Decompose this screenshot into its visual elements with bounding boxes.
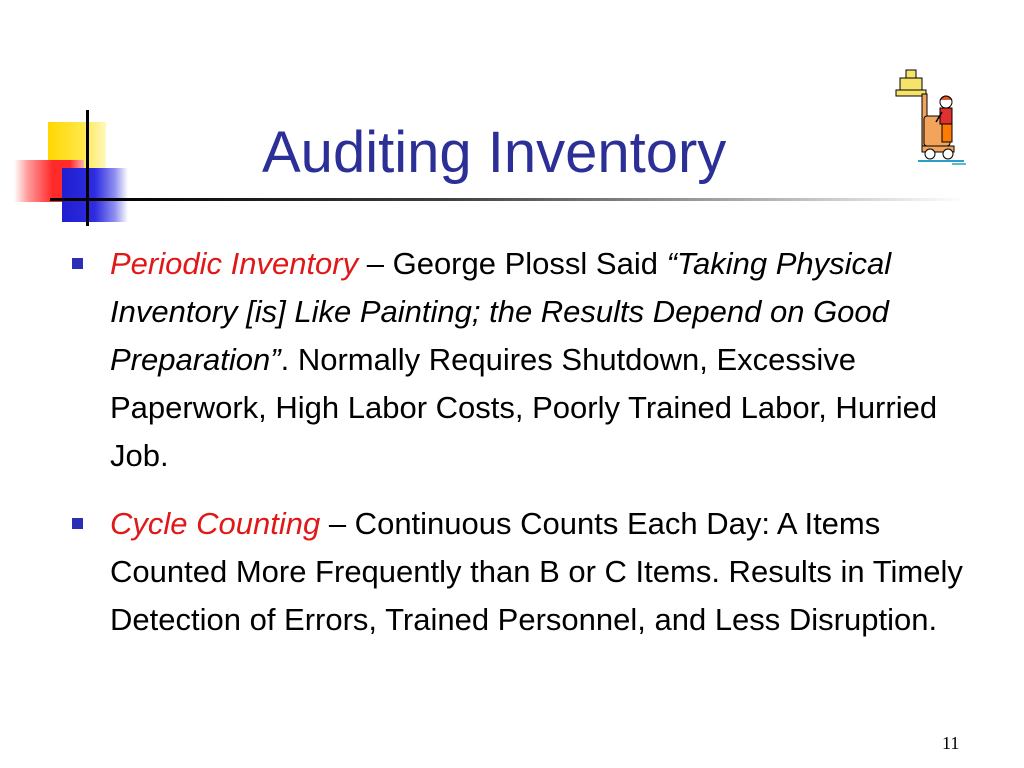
bullet-cycle-counting <box>68 500 988 644</box>
forklift-worker-clipart-icon <box>892 66 968 166</box>
bullet-square-icon <box>72 258 83 269</box>
bullet-square-icon <box>72 518 83 529</box>
blue-square-decoration <box>62 168 128 222</box>
term-periodic-inventory: Periodic Inventory <box>110 246 359 281</box>
slide-title: Auditing Inventory <box>262 120 727 185</box>
vertical-rule-decoration <box>86 110 89 226</box>
bullet-periodic-inventory <box>68 240 988 480</box>
bullet-list <box>68 240 988 644</box>
short-rule-decoration <box>50 198 106 201</box>
bullet-separator: – George Plossl Said <box>358 246 667 281</box>
bullet-text: – Continuous Counts Each Day: A Items Counted More Frequently than B or C Items. Results in Timely Detection of Errors, Trained Personnel, and Less Disruption. <box>110 506 963 637</box>
term-cycle-counting: Cycle Counting <box>110 506 321 541</box>
title-underline <box>106 198 966 201</box>
bullet-text: . Normally Requires Shutdown, Excessive Paperwork, High Labor Costs, Poorly Trained Labor, Hurried Job. <box>110 342 938 473</box>
plossl-quote: “Taking Physical Inventory [is] Like Painting; the Results Depend on Good Preparation” <box>110 246 892 377</box>
page-number: 11 <box>942 733 960 753</box>
